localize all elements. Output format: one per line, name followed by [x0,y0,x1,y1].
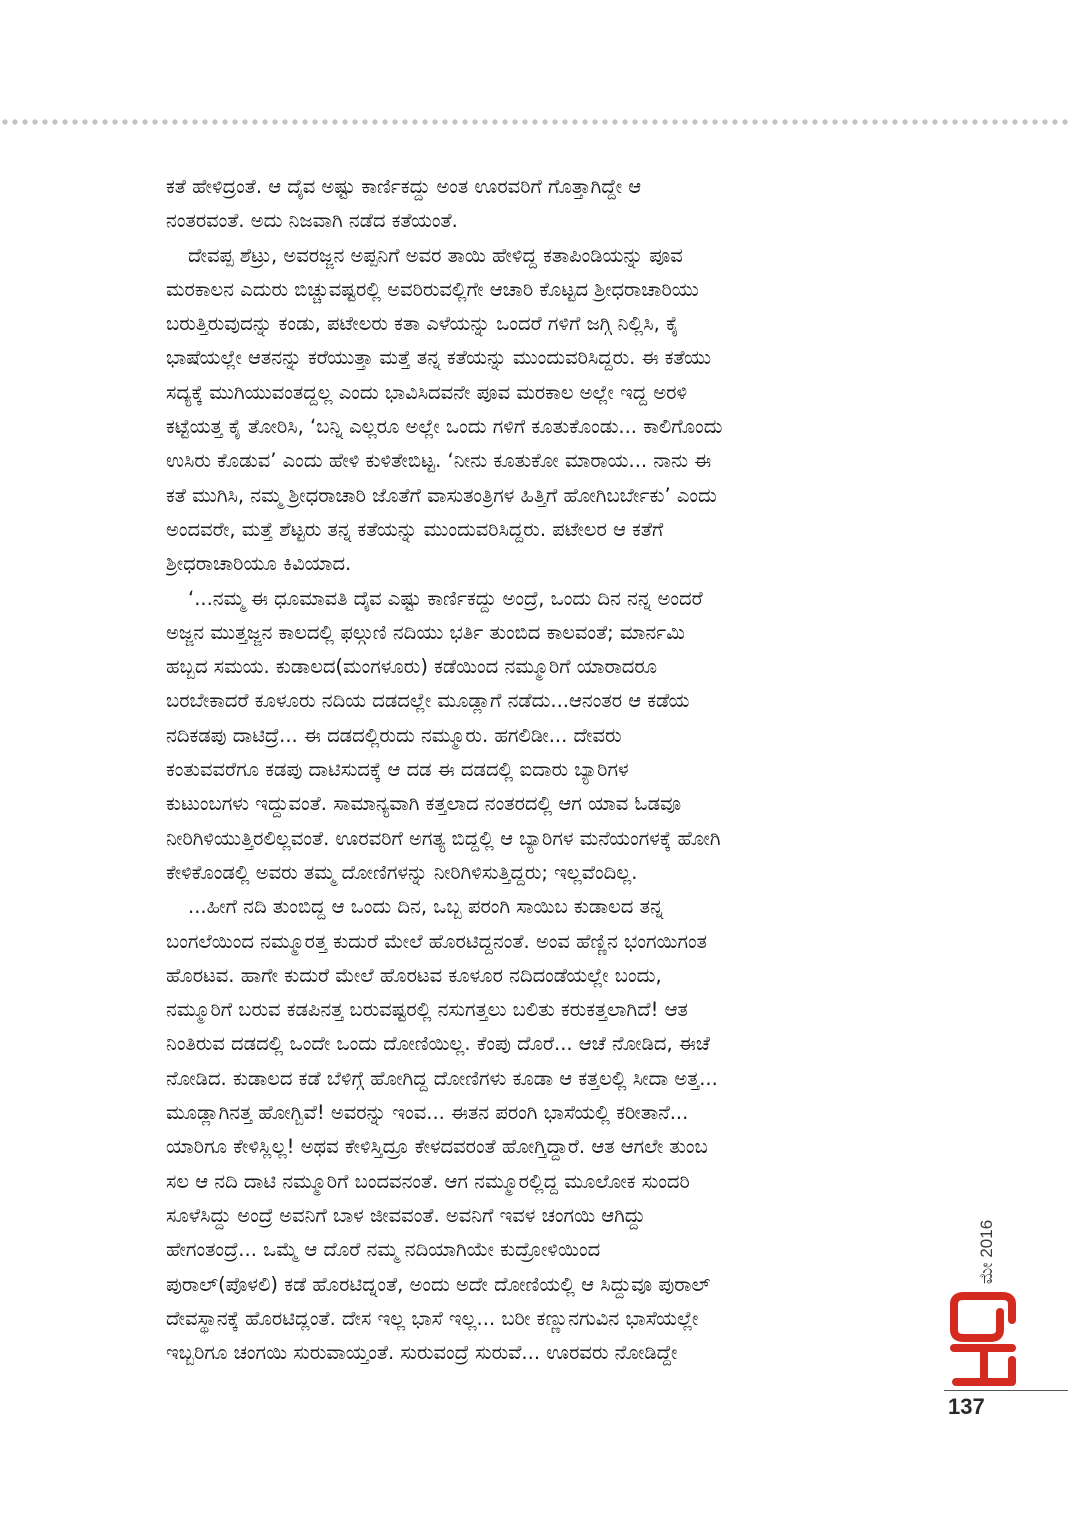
page-number-rule [944,1390,1068,1391]
text-line: ದೇವಸ್ಥಾನಕ್ಕೆ ಹೊರಟಿದ್ಲಂತೆ. ದೇಸ ಇಲ್ಲ ಭಾಸೆ ಇಲ್ಲ... ಬರೀ ಕಣ್ಣುನಗುವಿನ ಭಾಸೆಯಲ್ಲೇ [166,1306,699,1330]
text-line: ಕಂತುವವರೆಗೂ ಕಡಪು ದಾಟಿಸುದಕ್ಕೆ ಆ ದಡ ಈ ದಡದಲ್ಲಿ ಐದಾರು ಬ್ಯಾರಿಗಳ [166,758,629,782]
text-line: ನೋಡಿದ. ಕುಡಾಲದ ಕಡೆ ಬೆಳಿಗ್ಗೆ ಹೋಗಿದ್ದ ದೋಣಿಗಳು ಕೂಡಾ ಆ ಕತ್ತಲಲ್ಲಿ ಸೀದಾ ಅತ್ತ... [166,1066,718,1090]
text-line: ನೀರಿಗಿಳಿಯುತ್ತಿರಲಿಲ್ಲವಂತೆ. ಊರವರಿಗೆ ಅಗತ್ಯ ಬಿದ್ದಲ್ಲಿ ಆ ಬ್ಯಾರಿಗಳ ಮನೆಯಂಗಳಕ್ಕೆ ಹೋಗಿ [166,826,721,850]
text-line: ಭಾಷೆಯಲ್ಲೇ ಆತನನ್ನು ಕರೆಯುತ್ತಾ ಮತ್ತೆ ತನ್ನ ಕತೆಯನ್ನು ಮುಂದುವರಿಸಿದ್ದರು. ಈ ಕತೆಯು [166,346,712,370]
text-line: ಹೊರಟವ. ಹಾಗೇ ಕುದುರೆ ಮೇಲೆ ಹೊರಟವ ಕೂಳೂರ ನದಿದಂಡೆಯಲ್ಲೇ ಬಂದು, [166,963,662,987]
text-line: ಬರುತ್ತಿರುವುದನ್ನು ಕಂಡು, ಪಟೇಲರು ಕತಾ ಎಳೆಯನ್ನು ಒಂದರೆ ಗಳಿಗೆ ಜಗ್ಗಿ ನಿಲ್ಲಿಸಿ, ಕೈ [166,312,679,336]
text-line: ಸಲ ಆ ನದಿ ದಾಟಿ ನಮ್ಮೂರಿಗೆ ಬಂದವನಂತೆ. ಆಗ ನಮ್ಮೂರಲ್ಲಿದ್ದ ಮೂಲೋಕ ಸುಂದರಿ [166,1169,690,1193]
text-line: ಪುರಾಲ್(ಪೊಳಲಿ) ಕಡೆ ಹೊರಟಿದ್ನಂತೆ, ಅಂದು ಅದೇ ದೋಣಿಯಲ್ಲಿ ಆ ಸಿದ್ದುವೂ ಪುರಾಲ್ [166,1272,711,1296]
article-body [166,170,918,1370]
magazine-logo [944,1290,1022,1390]
text-line: ಶ್ರೀಧರಾಚಾರಿಯೂ ಕಿವಿಯಾದ. [166,552,352,576]
text-line: ಅಂದವರೇ, ಮತ್ತೆ ಶೆಟ್ಟರು ತನ್ನ ಕತೆಯನ್ನು ಮುಂದುವರಿಸಿದ್ದರು. ಪಟೇಲರ ಆ ಕತೆಗೆ [166,517,664,541]
text-line: ಹಬ್ಬದ ಸಮಯ. ಕುಡಾಲದ(ಮಂಗಳೂರು) ಕಡೆಯಿಂದ ನಮ್ಮೂರಿಗೆ ಯಾರಾದರೂ [166,655,658,679]
text-line: ಇಬ್ಬರಿಗೂ ಚಂಗಯಿ ಸುರುವಾಯ್ತಂತೆ. ಸುರುವಂದ್ರೆ ಸುರುವೆ... ಊರವರು ನೋಡಿದ್ದೇ [166,1341,678,1365]
paragraph-start-line: ...ಹೀಗೆ ನದಿ ತುಂಬಿದ್ದ ಆ ಒಂದು ದಿನ, ಒಬ್ಬ ಪರಂಗಿ ಸಾಯಿಬ ಕುಡಾಲದ ತನ್ನ [188,895,664,919]
text-line: ಉಸಿರು ಕೊಡುವ’ ಎಂದು ಹೇಳಿ ಕುಳಿತೇಬಿಟ್ಟ. ‘ನೀನು ಕೂತುಕೋ ಮಾರಾಯ... ನಾನು ಈ [166,449,712,473]
text-line: ಸದ್ಯಕ್ಕೆ ಮುಗಿಯುವಂತದ್ದಲ್ಲ ಎಂದು ಭಾವಿಸಿದವನೇ ಪೂವ ಮರಕಾಲ ಅಲ್ಲೇ ಇದ್ದ ಅರಳಿ [166,380,688,404]
text-line: ಯಾರಿಗೂ ಕೇಳಿಸ್ಲಿಲ್ಲ! ಅಥವ ಕೇಳಿಸ್ತಿದ್ರೂ ಕೇಳದವರಂತೆ ಹೋಗ್ತಿದ್ದಾರೆ. ಆತ ಆಗಲೇ ತುಂಬ [166,1135,708,1159]
text-line: ಕಟ್ಟೆಯತ್ತ ಕೈ ತೋರಿಸಿ, ‘ಬನ್ನಿ ಎಲ್ಲರೂ ಅಲ್ಲೇ ಒಂದು ಗಳಿಗೆ ಕೂತುಕೊಂಡು... ಕಾಲಿಗೊಂದು [166,415,723,439]
text-line: ಮೂಡ್ಲಾಗಿನತ್ತ ಹೋಗ್ಬಿವೆ! ಅವರನ್ನು ಇಂವ... ಈತನ ಪರಂಗಿ ಭಾಸೆಯಲ್ಲಿ ಕರೀತಾನೆ... [166,1101,689,1125]
text-line: ಕತೆ ಹೇಳಿದ್ರಂತೆ. ಆ ದೈವ ಅಷ್ಟು ಕಾರ್ಣಿಕದ್ದು ಅಂತ ಊರವರಿಗೆ ಗೊತ್ತಾಗಿದ್ದೇ ಆ [166,175,642,198]
issue-date: ಮೇ 2016 [977,1219,996,1285]
text-line: ಬರಬೇಕಾದರೆ ಕೂಳೂರು ನದಿಯ ದಡದಲ್ಲೇ ಮೂಡ್ಲಾಗೆ ನಡೆದು...ಆನಂತರ ಆ ಕಡೆಯ [166,689,690,713]
paragraph-start-line: ‘...ನಮ್ಮ ಈ ಧೂಮಾವತಿ ದೈವ ಎಷ್ಟು ಕಾರ್ಣಿಕದ್ದು ಅಂದ್ರೆ, ಒಂದು ದಿನ ನನ್ನ ಅಂದರೆ [188,586,703,610]
text-line: ನಂತರವಂತೆ. ಅದು ನಿಜವಾಗಿ ನಡೆದ ಕತೆಯಂತೆ. [166,209,458,233]
text-line: ಬಂಗಲೆಯಿಂದ ನಮ್ಮೂರತ್ತ ಕುದುರೆ ಮೇಲೆ ಹೊರಟಿದ್ದನಂತೆ. ಅಂವ ಹೆಣ್ಣಿನ ಭಂಗಯಿಗಂತ [166,929,708,953]
paragraph-start-line: ದೇವಪ್ಪ ಶೆಟ್ರು, ಅವರಜ್ಜನ ಅಪ್ಪನಿಗೆ ಅವರ ತಾಯಿ ಹೇಳಿದ್ದ ಕತಾಪಿಂಡಿಯನ್ನು ಪೂವ [188,243,683,267]
text-line: ಮರಕಾಲನ ಎದುರು ಬಿಚ್ಚುವಷ್ಟರಲ್ಲಿ ಅವರಿರುವಲ್ಲಿಗೇ ಆಚಾರಿ ಕೊಟ್ಟದ ಶ್ರೀಧರಾಚಾರಿಯು [166,277,699,301]
text-line: ಅಜ್ಜನ ಮುತ್ತಜ್ಜನ ಕಾಲದಲ್ಲಿ ಫಲ್ಗುಣಿ ನದಿಯು ಭರ್ತಿ ತುಂಬಿದ ಕಾಲವಂತೆ; ಮಾರ್ನಮಿ [166,620,685,644]
text-line: ಕತೆ ಮುಗಿಸಿ, ನಮ್ಮ ಶ್ರೀಧರಾಚಾರಿ ಜೊತೆಗೆ ವಾಸುತಂತ್ರಿಗಳ ಹಿತ್ತಿಗೆ ಹೋಗಿಬರ್ಬೇಕು’ ಎಂದು [166,483,717,507]
text-line: ಸೂಳೆಸಿದ್ದು ಅಂದ್ರೆ ಅವನಿಗೆ ಬಾಳ ಜೀವವಂತೆ. ಅವನಿಗೆ ಇವಳ ಚಂಗಯಿ ಆಗಿದ್ದು [166,1203,646,1227]
logo-mark [954,1296,1012,1382]
text-line: ಕುಟುಂಬಗಳು ಇದ್ದುವಂತೆ. ಸಾಮಾನ್ಯವಾಗಿ ಕತ್ತಲಾದ ನಂತರದಲ್ಲಿ ಆಗ ಯಾವ ಓಡವೂ [166,792,682,816]
text-line: ನಿಂತಿರುವ ದಡದಲ್ಲಿ ಒಂದೇ ಒಂದು ದೋಣಿಯಿಲ್ಲ. ಕೆಂಪು ದೊರೆ... ಆಚೆ ನೋಡಿದ, ಈಚೆ [166,1032,710,1056]
text-line: ಕೇಳಿಕೊಂಡಲ್ಲಿ ಅವರು ತಮ್ಮ ದೋಣಿಗಳನ್ನು ನೀರಿಗಿಳಿಸುತ್ತಿದ್ದರು; ಇಲ್ಲವೆಂದಿಲ್ಲ. [166,860,638,884]
dotted-header-rule [0,118,1072,126]
text-line: ನಮ್ಮೂರಿಗೆ ಬರುವ ಕಡಪಿನತ್ತ ಬರುವಷ್ಟರಲ್ಲಿ ನಸುಗತ್ತಲು ಬಲಿತು ಕರುಕತ್ತಲಾಗಿದೆ! ಆತ [166,998,688,1022]
page-number: 137 [948,1394,985,1419]
text-line: ಹೇಗಂತಂದ್ರೆ... ಒಮ್ಮೆ ಆ ದೊರೆ ನಮ್ಮ ನದಿಯಾಗಿಯೇ ಕುದ್ರೋಳಿಯಿಂದ [166,1238,601,1262]
text-line: ನದಿಕಡಪು ದಾಟಿದ್ರೆ... ಈ ದಡದಲ್ಲಿರುದು ನಮ್ಮೂರು. ಹಗಲಿಡೀ... ದೇವರು [166,723,622,747]
